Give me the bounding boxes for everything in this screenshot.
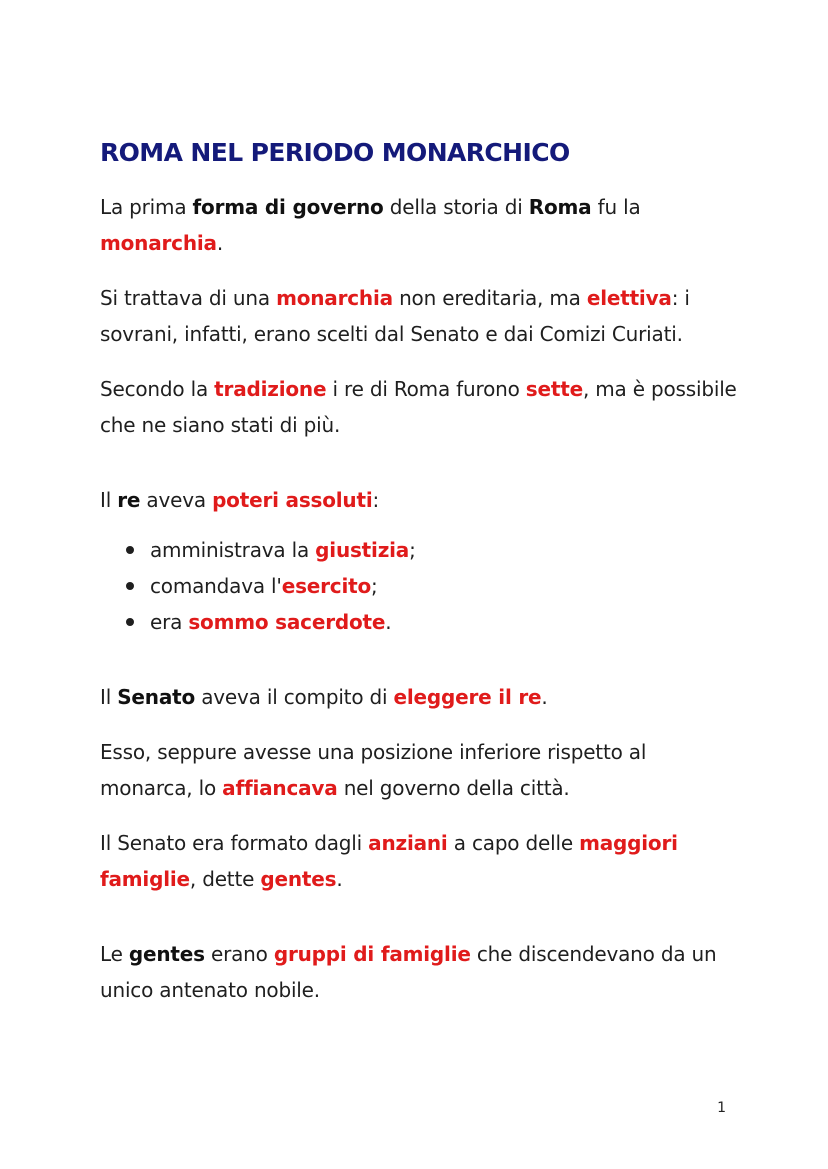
- highlight-term: tradizione: [214, 377, 327, 401]
- poteri-list: [100, 532, 740, 640]
- paragraph-poteri-del-re: Il re aveva poteri assoluti:: [100, 488, 380, 512]
- bold-term: Senato: [117, 685, 196, 709]
- highlight-term: monarchia: [276, 286, 393, 310]
- paragraph-forma-di-governo: La prima forma di governo della storia di Roma fu la monarchia.: [100, 195, 641, 255]
- paragraph-monarchia-elettiva: Si trattava di una monarchia non ereditaria, ma elettiva: i sovrani, infatti, erano scelti dal Senato e dai Comizi Curiati.: [100, 286, 690, 346]
- highlight-term: sommo sacerdote: [188, 610, 386, 634]
- paragraph-senato: Il Senato aveva il compito di eleggere il re.: [100, 685, 548, 709]
- highlight-term: monarchia: [100, 231, 217, 255]
- highlight-term: eleggere il re: [393, 685, 542, 709]
- page-number: 1: [717, 1100, 726, 1116]
- list-item: comandava l'esercito;: [126, 568, 740, 604]
- list-item: amministrava la giustizia;: [126, 532, 740, 568]
- list-item: era sommo sacerdote.: [126, 604, 740, 640]
- document-body: [100, 138, 740, 1008]
- bold-term: forma di governo: [192, 195, 384, 219]
- paragraph-posizione-senato: Esso, seppure avesse una posizione inferiore rispetto al monarca, lo affiancava nel governo della città.: [100, 740, 647, 800]
- highlight-term: anziani: [368, 831, 448, 855]
- highlight-term: esercito: [281, 574, 372, 598]
- bold-term: Roma: [528, 195, 592, 219]
- paragraph-composizione-senato: Il Senato era formato dagli anziani a capo delle maggiori famiglie, dette gentes.: [100, 831, 678, 891]
- highlight-term: poteri assoluti: [212, 488, 373, 512]
- bullet-icon: [126, 546, 134, 554]
- highlight-term: maggiori famiglie: [100, 831, 678, 891]
- highlight-term: giustizia: [315, 538, 410, 562]
- highlight-term: sette: [525, 377, 583, 401]
- bullet-icon: [126, 582, 134, 590]
- highlight-term: gentes: [260, 867, 337, 891]
- highlight-term: affiancava: [222, 776, 338, 800]
- bullet-icon: [126, 618, 134, 626]
- paragraph-tradizione: Secondo la tradizione i re di Roma furono sette, ma è possibile che ne siano stati di più.: [100, 377, 737, 437]
- highlight-term: gruppi di famiglie: [273, 942, 471, 966]
- page-title: ROMA NEL PERIODO MONARCHICO: [100, 138, 570, 167]
- paragraph-gentes: Le gentes erano gruppi di famiglie che discendevano da un unico antenato nobile.: [100, 942, 717, 1002]
- highlight-term: elettiva: [586, 286, 672, 310]
- bold-term: gentes: [128, 942, 205, 966]
- bold-term: re: [117, 488, 141, 512]
